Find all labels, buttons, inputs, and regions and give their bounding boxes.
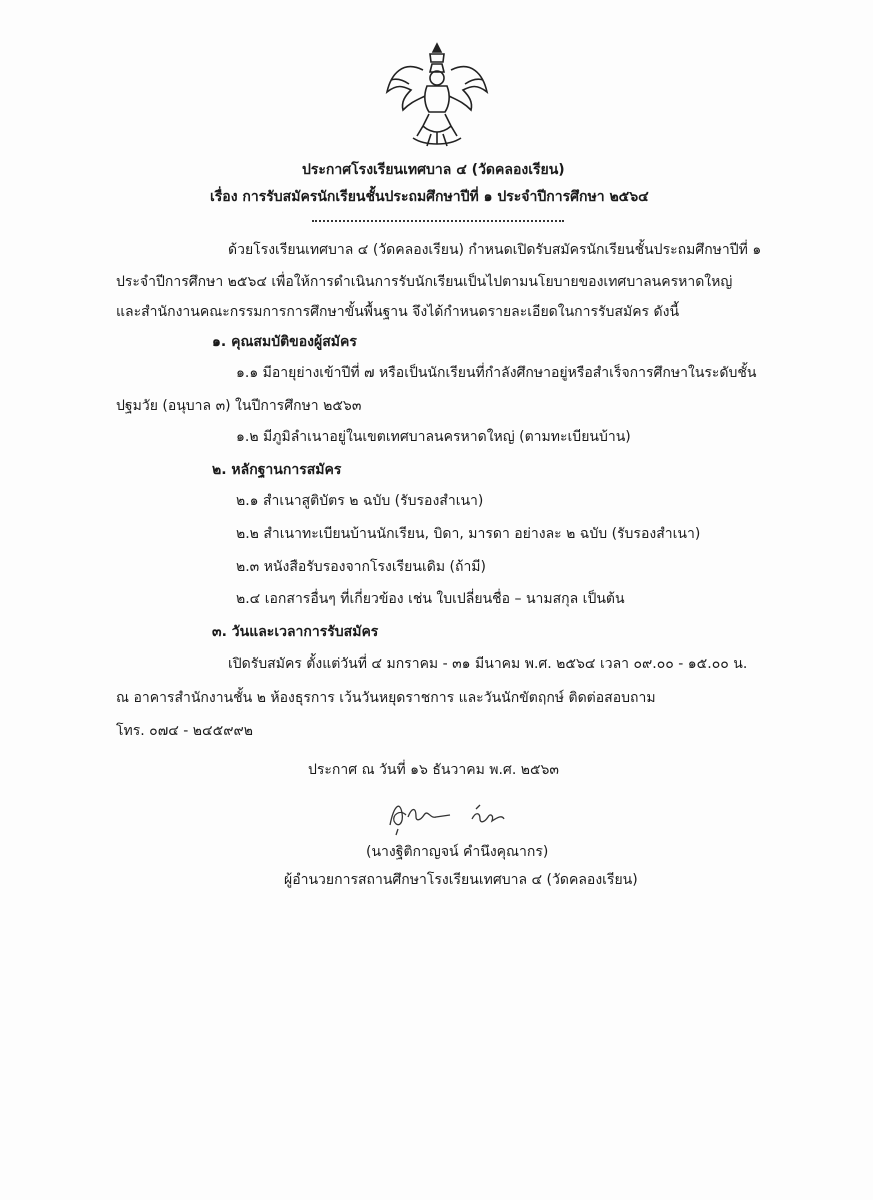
section-3-line-1: เปิดรับสมัคร ตั้งแต่วันที่ ๔ มกราคม - ๓๑ มีนาคม พ.ศ. ๒๕๖๔ เวลา ๐๙.๐๐ - ๑๕.๐๐ น. [228, 656, 748, 672]
intro-line-3: และสำนักงานคณะกรรมการการศึกษาขั้นพื้นฐาน จึงได้กำหนดรายละเอียดในการรับสมัคร ดังนี้ [116, 304, 680, 320]
section-1-heading: ๑. คุณสมบัติของผู้สมัคร [212, 334, 357, 350]
section-1-item-1-line-2: ปฐมวัย (อนุบาล ๓) ในปีการศึกษา ๒๕๖๓ [116, 398, 362, 414]
section-2-item: ๒.๑ สำเนาสูติบัตร ๒ ฉบับ (รับรองสำเนา) [236, 493, 484, 509]
section-3-heading: ๓. วันและเวลาการรับสมัคร [212, 624, 379, 640]
announcement-title: ประกาศโรงเรียนเทศบาล ๔ (วัดคลองเรียน) [302, 162, 565, 178]
dotted-divider [312, 220, 564, 222]
section-2-item: ๒.๒ สำเนาทะเบียนบ้านนักเรียน, บิดา, มารดา อย่างละ ๒ ฉบับ (รับรองสำเนา) [236, 526, 701, 542]
section-2-heading: ๒. หลักฐานการสมัคร [212, 462, 342, 478]
intro-line-1: ด้วยโรงเรียนเทศบาล ๔ (วัดคลองเรียน) กำหนดเปิดรับสมัครนักเรียนชั้นประถมศึกษาปีที่ ๑ [228, 242, 762, 258]
signatory-name: (นางฐิติกาญจน์ คำนึงคุณากร) [366, 844, 549, 860]
section-2-item: ๒.๔ เอกสารอื่นๆ ที่เกี่ยวข้อง เช่น ใบเปลี่ยนชื่อ – นามสกุล เป็นต้น [236, 591, 625, 607]
section-2-item: ๒.๓ หนังสือรับรองจากโรงเรียนเดิม (ถ้ามี) [236, 559, 486, 575]
announcement-subject: เรื่อง การรับสมัครนักเรียนชั้นประถมศึกษาปีที่ ๑ ประจำปีการศึกษา ๒๕๖๔ [210, 189, 649, 205]
garuda-emblem-icon [383, 40, 491, 150]
section-1-item-1-line-1: ๑.๑ มีอายุย่างเข้าปีที่ ๗ หรือเป็นนักเรียนที่กำลังศึกษาอยู่หรือสำเร็จการศึกษาในระดับชั้น [236, 365, 757, 381]
section-1-item-2: ๑.๒ มีภูมิลำเนาอยู่ในเขตเทศบาลนครหาดใหญ่ (ตามทะเบียนบ้าน) [236, 429, 631, 445]
handwritten-signature [380, 795, 510, 837]
section-3-line-2: ณ อาคารสำนักงานชั้น ๒ ห้องธุรการ เว้นวันหยุดราชการ และวันนักขัตฤกษ์ ติดต่อสอบถาม [116, 690, 656, 706]
announcement-date: ประกาศ ณ วันที่ ๑๖ ธันวาคม พ.ศ. ๒๕๖๓ [308, 762, 560, 778]
section-3-phone: โทร. ๐๗๔ - ๒๔๕๙๙๒ [116, 723, 253, 739]
signatory-title: ผู้อำนวยการสถานศึกษาโรงเรียนเทศบาล ๔ (วัดคลองเรียน) [284, 872, 638, 888]
intro-line-2: ประจำปีการศึกษา ๒๕๖๔ เพื่อให้การดำเนินการรับนักเรียนเป็นไปตามนโยบายของเทศบาลนครหาดใหญ่ [116, 274, 733, 290]
